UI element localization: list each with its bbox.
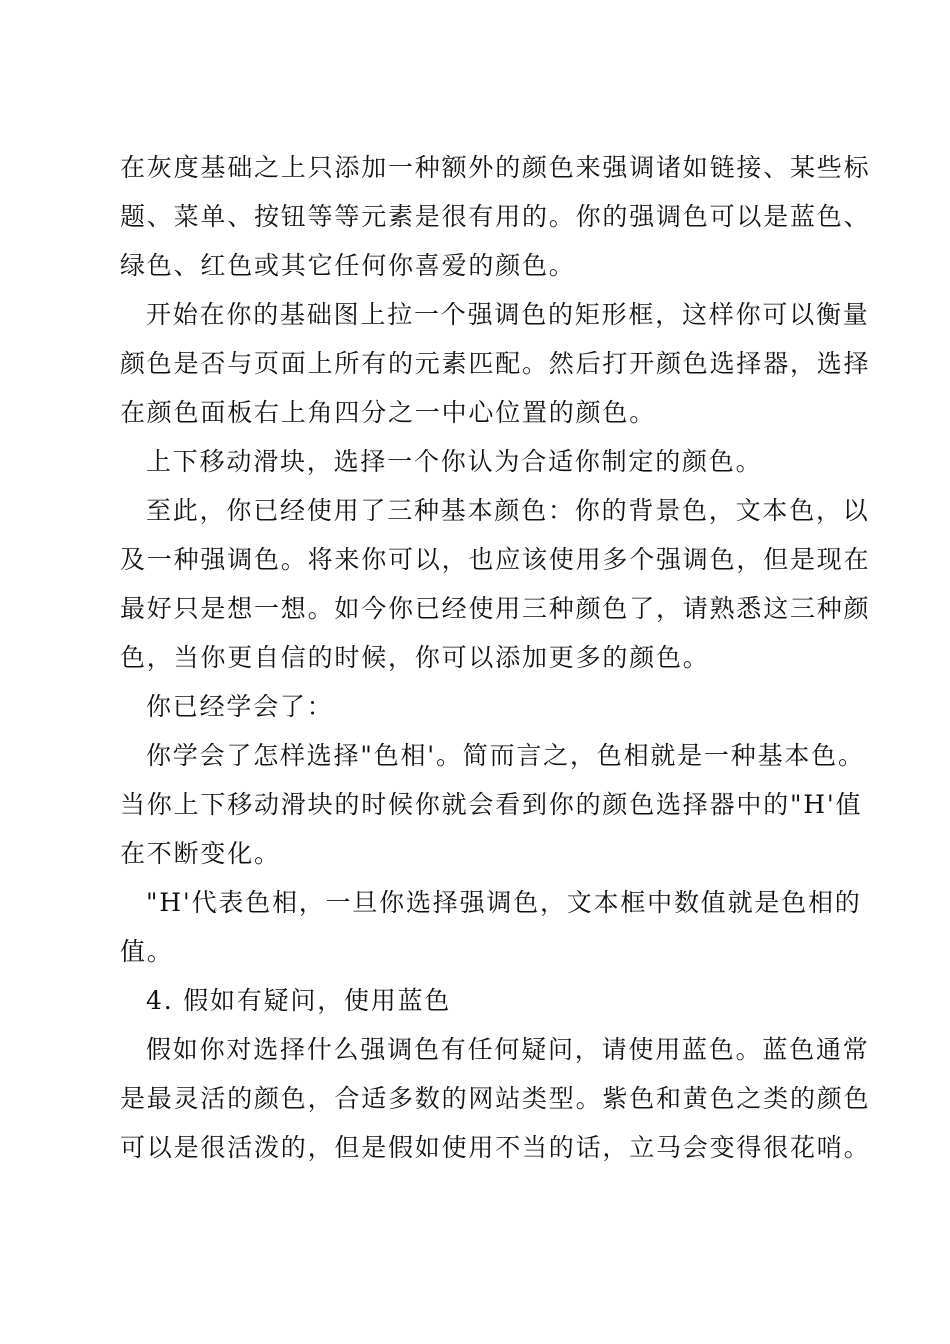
paragraph-line: 假如你对选择什么强调色有任何疑问，请使用蓝色。蓝色通常 <box>146 1035 870 1064</box>
paragraph-line: 色，当你更自信的时候，你可以添加更多的颜色。 <box>120 643 710 672</box>
paragraph-line: 及一种强调色。将来你可以，也应该使用多个强调色，但是现在 <box>120 545 871 574</box>
paragraph-line: 至此，你已经使用了三种基本颜色：你的背景色，文本色，以 <box>146 496 870 525</box>
paragraph-line: 在灰度基础之上只添加一种额外的颜色来强调诸如链接、某些标 <box>120 153 871 182</box>
paragraph-line: 上下移动滑块，选择一个你认为合适你制定的颜色。 <box>146 447 763 476</box>
paragraph-line: 你学会了怎样选择"色相'。简而言之，色相就是一种基本色。 <box>146 741 865 770</box>
paragraph-line: 值。 <box>120 937 174 966</box>
paragraph-line: "H'代表色相，一旦你选择强调色，文本框中数值就是色相的 <box>146 888 862 917</box>
paragraph-line: 颜色是否与页面上所有的元素匹配。然后打开颜色选择器，选择 <box>120 349 871 378</box>
paragraph-line: 你已经学会了： <box>146 692 334 721</box>
paragraph-line: 开始在你的基础图上拉一个强调色的矩形框，这样你可以衡量 <box>146 300 870 329</box>
paragraph-line: 最好只是想一想。如今你已经使用三种颜色了，请熟悉这三种颜 <box>120 594 871 623</box>
paragraph-line: 是最灵活的颜色，合适多数的网站类型。紫色和黄色之类的颜色 <box>120 1084 871 1113</box>
paragraph-line: 绿色、红色或其它任何你喜爱的颜色。 <box>120 251 576 280</box>
document-body <box>120 143 871 1172</box>
paragraph-line: 当你上下移动滑块的时候你就会看到你的颜色选择器中的"H'值 <box>120 790 863 819</box>
paragraph-line: 在不断变化。 <box>120 839 281 868</box>
paragraph-line: 可以是很活泼的，但是假如使用不当的话，立马会变得很花哨。 <box>120 1133 871 1162</box>
paragraph-line: 题、菜单、按钮等等元素是很有用的。你的强调色可以是蓝色、 <box>120 202 871 231</box>
section-heading: 4. 假如有疑问，使用蓝色 <box>146 986 452 1015</box>
paragraph-line: 在颜色面板右上角四分之一中心位置的颜色。 <box>120 398 657 427</box>
